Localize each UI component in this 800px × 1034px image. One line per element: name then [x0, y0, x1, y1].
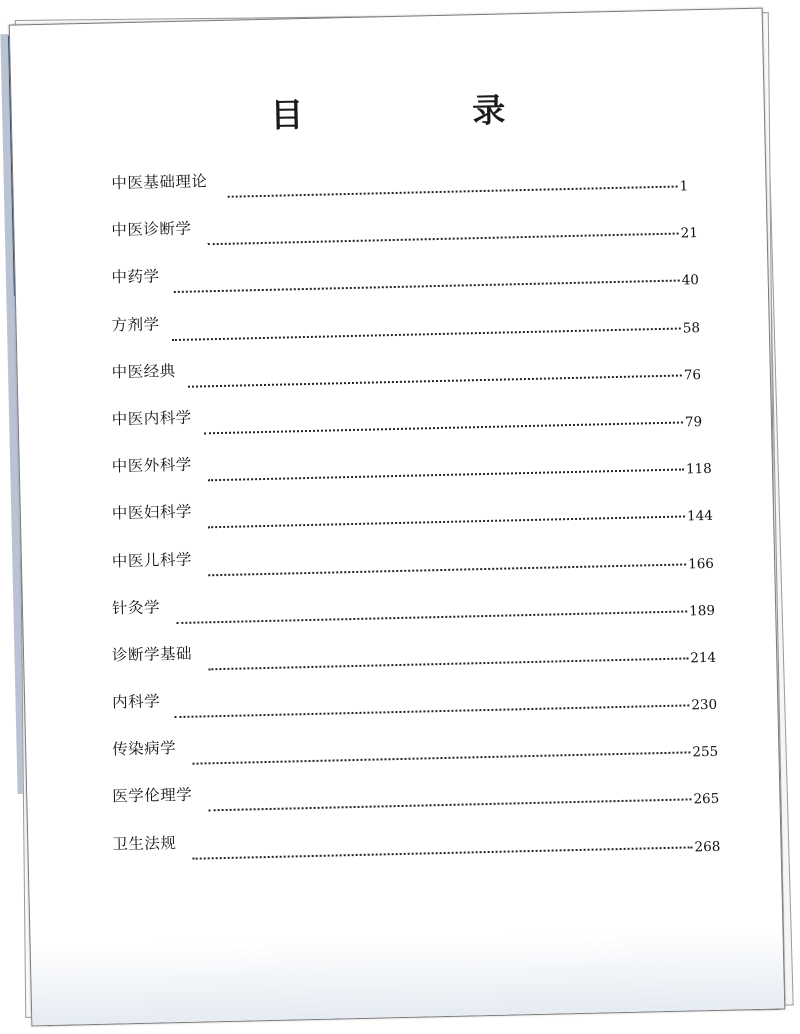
toc-entry-label: 中医诊断学 [111, 219, 192, 240]
toc-entry-page: 21 [680, 225, 699, 242]
dotted-leader [208, 233, 679, 246]
dotted-leader [204, 421, 683, 434]
toc-entry-page: 76 [683, 366, 702, 384]
dotted-leader [193, 846, 693, 859]
toc-entry-label: 中医外科学 [111, 455, 192, 476]
toc-entry-page: 144 [686, 508, 714, 525]
toc-entry-label: 中药学 [111, 267, 160, 287]
toc-entry-page: 255 [692, 744, 719, 761]
toc-entry-label: 卫生法规 [112, 833, 177, 854]
toc-page [9, 8, 786, 1027]
toc-entry-label: 医学伦理学 [112, 786, 193, 806]
toc-entry-label: 中医经典 [111, 361, 176, 382]
toc-entry-page: 230 [691, 696, 718, 714]
toc-entry-label: 方剂学 [111, 314, 160, 334]
toc-list [99, 160, 727, 882]
toc-entry-label: 中医妇科学 [111, 502, 193, 523]
dotted-leader [208, 469, 684, 482]
toc-entry-label: 针灸学 [111, 598, 161, 618]
dotted-leader [209, 799, 692, 812]
dotted-leader [208, 657, 688, 670]
toc-entry-label: 中医基础理论 [111, 172, 208, 193]
toc-entry-page: 166 [687, 555, 715, 572]
toc-entry-label: 诊断学基础 [111, 644, 193, 665]
toc-entry-page: 118 [685, 460, 712, 478]
toc-entry-page: 268 [694, 838, 721, 855]
toc-entry-page: 40 [681, 272, 700, 289]
dotted-leader [208, 516, 685, 529]
dotted-leader [172, 327, 681, 341]
dotted-leader [193, 752, 691, 765]
toc-entry-page: 214 [690, 649, 717, 667]
toc-entry-page: 58 [682, 319, 701, 337]
dotted-leader [174, 704, 689, 718]
toc-entry-label: 传染病学 [112, 739, 177, 759]
toc-entry-label: 内科学 [111, 692, 161, 712]
toc-entry-page: 1 [679, 178, 689, 195]
toc-entry-page: 79 [684, 413, 703, 431]
page-title: 目 录 [269, 88, 574, 135]
dotted-leader [176, 610, 687, 624]
toc-entry-page: 189 [689, 602, 716, 620]
dotted-leader [208, 563, 686, 576]
toc-entry-page: 265 [693, 791, 720, 808]
dotted-leader [228, 186, 678, 198]
dotted-leader [188, 374, 682, 387]
dotted-leader [174, 280, 680, 293]
toc-entry-label: 中医儿科学 [111, 550, 193, 570]
toc-entry-label: 中医内科学 [111, 408, 192, 429]
